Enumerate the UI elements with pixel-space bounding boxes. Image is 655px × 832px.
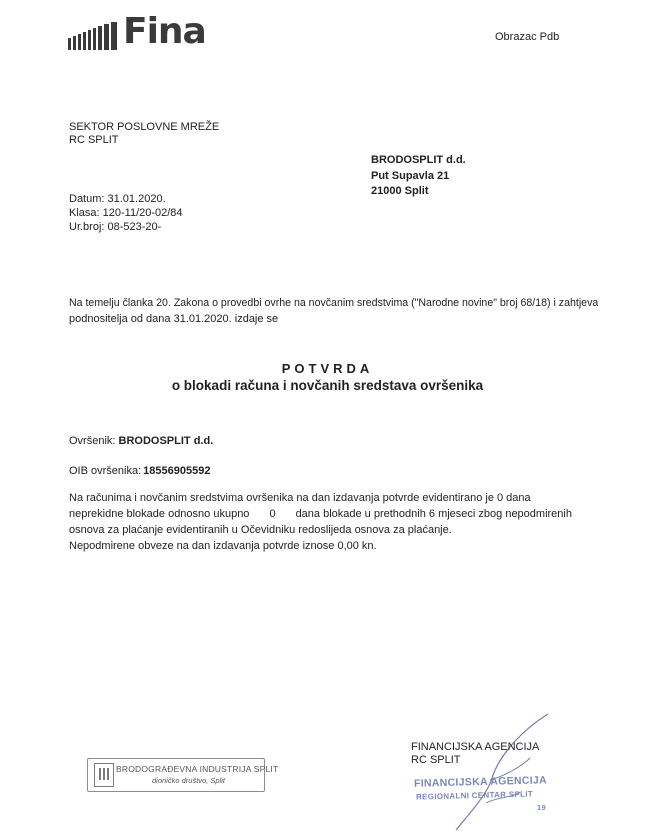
sender-line2: RC SPLIT xyxy=(69,134,119,146)
debtor-line xyxy=(69,433,213,449)
body-line2 xyxy=(69,506,572,522)
company-stamp-line2: dioničko društvo, Split xyxy=(152,776,225,785)
blockade-days-count: 0 xyxy=(269,508,276,520)
oib-line xyxy=(69,463,210,479)
document-subtitle: o blokadi računa i novčanih sredstava ovršenika xyxy=(171,378,484,393)
agency-stamp-line2: REGIONALNI CENTAR SPLIT xyxy=(415,789,534,802)
company-emblem-icon xyxy=(94,763,114,787)
fina-logo xyxy=(68,11,206,52)
body-line4: Nepodmirene obveze na dan izdavanja potvrde iznose 0,00 kn. xyxy=(69,540,377,552)
company-stamp xyxy=(87,758,279,792)
intro-line2: podnositelja od dana 31.01.2020. izdaje se xyxy=(69,313,279,325)
sender-line1: SEKTOR POSLOVNE MREŽE xyxy=(69,121,220,133)
logo-bars-icon xyxy=(68,20,119,50)
debtor-name: BRODOSPLIT d.d. xyxy=(118,435,214,447)
oib-label: OIB ovršenika: xyxy=(69,465,142,477)
agency-stamp-number: 19 xyxy=(537,803,546,812)
agency-stamp-line1: FINANCIJSKA AGENCIJA xyxy=(413,774,548,790)
logo-text: Fina xyxy=(123,11,206,52)
handwritten-signature xyxy=(430,708,560,832)
company-stamp-line1: BRODOGRAĐEVNA INDUSTRIJA SPLIT xyxy=(116,764,279,774)
klasa-line: Klasa: 120-11/20-02/84 xyxy=(69,207,183,219)
recipient-street: Put Supavla 21 xyxy=(371,170,450,182)
debtor-label: Ovršenik: xyxy=(69,435,116,447)
body-line3: osnova za plaćanje evidentiranih u Očevidniku redoslijeda osnova za plaćanje. xyxy=(69,524,452,536)
body-line2-end: dana blokade u prethodnih 6 mjeseci zbog nepodmirenih xyxy=(295,508,572,520)
date-line: Datum: 31.01.2020. xyxy=(69,193,166,205)
form-label: Obrazac Pdb xyxy=(495,31,560,43)
oib-value: 18556905592 xyxy=(143,465,211,477)
agency-signature-line2: RC SPLIT xyxy=(411,754,461,766)
recipient-name: BRODOSPLIT d.d. xyxy=(371,154,466,166)
intro-line1: Na temelju članka 20. Zakona o provedbi ovrhe na novčanim sredstvima ("Narodne novine" broj 68/18) i zahtjeva xyxy=(69,297,599,309)
agency-signature-line1: FINANCIJSKA AGENCIJA xyxy=(411,741,540,753)
recipient-city: 21000 Split xyxy=(371,185,429,197)
body-line1: Na računima i novčanim sredstvima ovršenika na dan izdavanja potvrde evidentirano je 0 dana xyxy=(69,492,531,504)
urbroj-line: Ur.broj: 08-523-20- xyxy=(69,221,162,233)
body-line2-start: neprekidne blokade odnosno ukupno xyxy=(69,508,250,520)
document-title: POTVRDA xyxy=(281,361,374,376)
